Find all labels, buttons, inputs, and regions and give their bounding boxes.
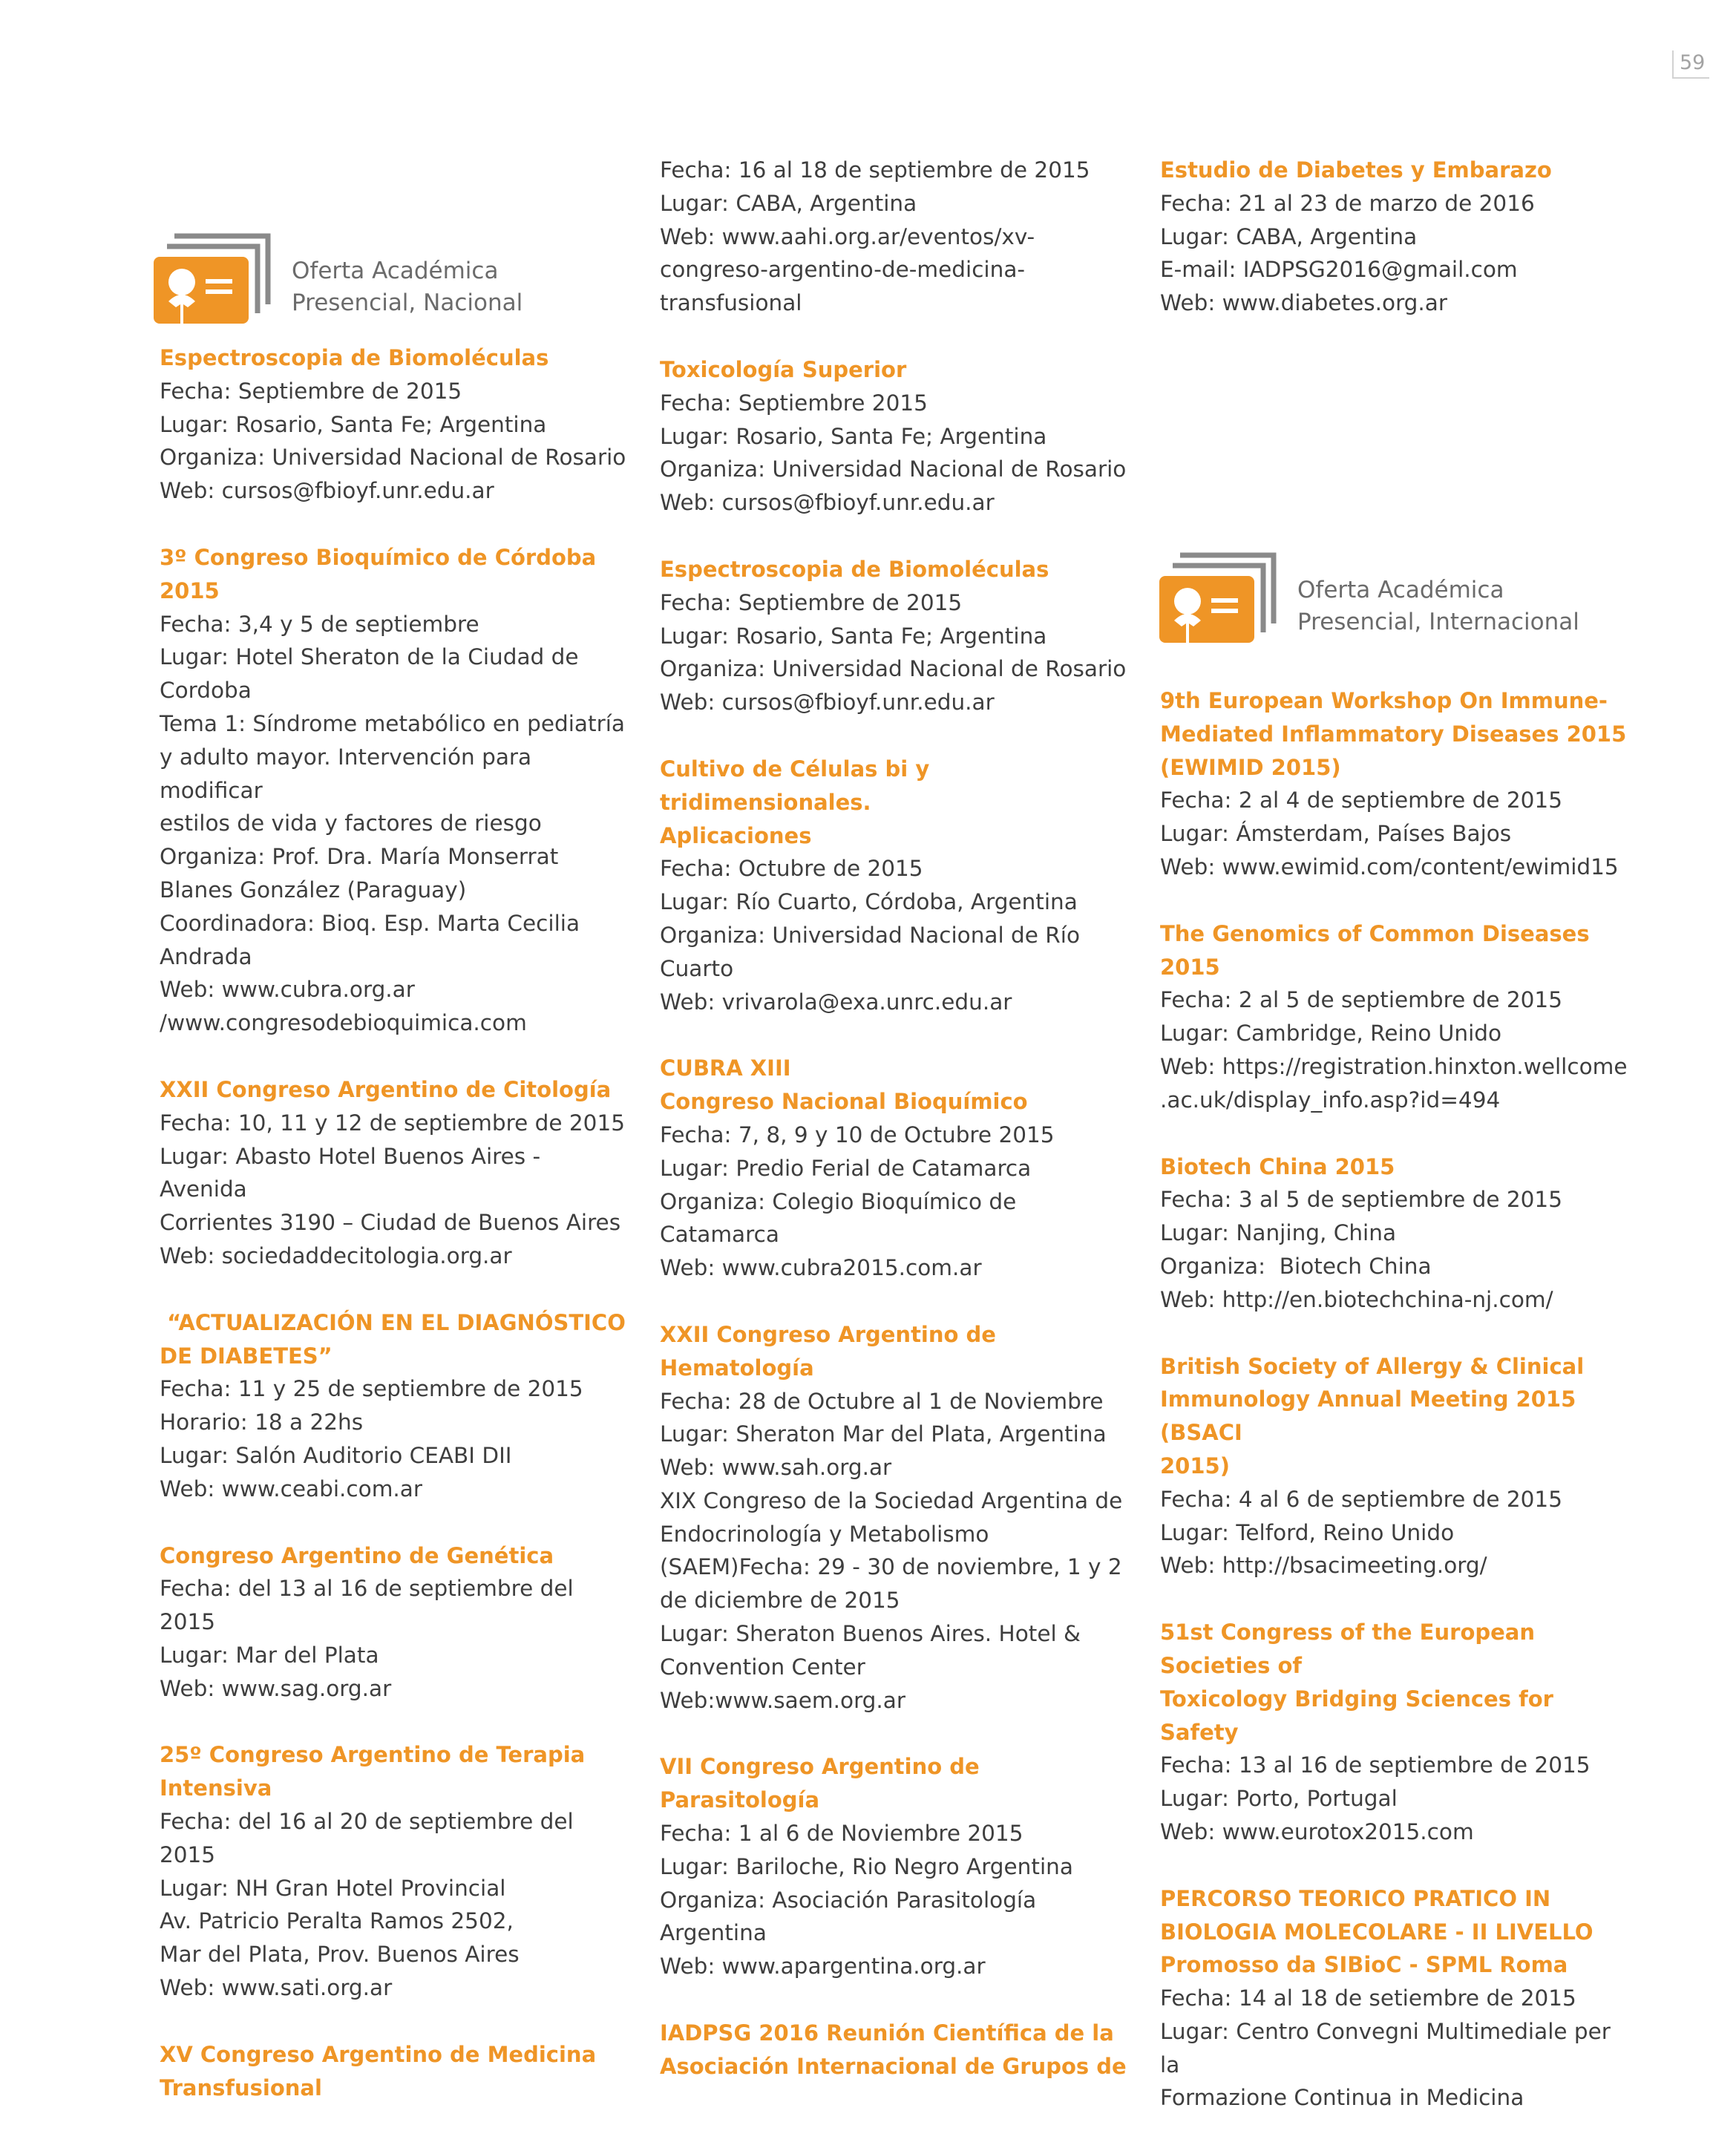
event-detail: Lugar: NH Gran Hotel Provincial	[160, 1875, 506, 1901]
event-detail: estilos de vida y factores de riesgo	[160, 811, 542, 836]
event-detail: Formazione Continua in Medicina	[1160, 2085, 1524, 2111]
event-detail: Lugar: Sheraton Buenos Aires. Hotel &	[660, 1621, 1081, 1647]
event-entry	[160, 1306, 635, 1506]
presentation-board-icon	[152, 230, 278, 334]
event-title: XV Congreso Argentino de Medicina	[160, 2041, 597, 2067]
event-detail: Lugar: Abasto Hotel Buenos Aires - Avenida	[160, 1143, 548, 1202]
event-detail: Fecha: Septiembre 2015	[660, 390, 928, 416]
event-entry	[1160, 1150, 1635, 1317]
event-detail: Horario: 18 a 22hs	[160, 1409, 364, 1435]
column-3-top	[1160, 154, 1635, 353]
event-detail: Web: www.eurotox2015.com	[1160, 1818, 1474, 1844]
event-title: “ACTUALIZACIÓN EN EL DIAGNÓSTICO	[160, 1309, 626, 1335]
event-detail: Fecha: del 13 al 16 de septiembre del 2015	[160, 1576, 581, 1635]
event-detail: Lugar: Rosario, Santa Fe; Argentina	[660, 423, 1047, 449]
event-detail: Web: www.ewimid.com/content/ewimid15	[1160, 854, 1619, 880]
event-detail: Web: www.sati.org.ar	[160, 1975, 393, 2001]
event-detail: Lugar: Nanjing, China	[1160, 1220, 1397, 1246]
section-header-line: Presencial, Internacional	[1297, 609, 1579, 635]
event-title: Asociación Internacional de Grupos de	[660, 2053, 1127, 2079]
event-detail: Cordoba	[160, 678, 252, 704]
event-detail: Lugar: Bariloche, Rio Negro Argentina	[660, 1853, 1073, 1879]
event-entry	[660, 553, 1135, 719]
event-title: Espectroscopia de Biomoléculas	[660, 556, 1049, 582]
event-detail: Fecha: Septiembre de 2015	[660, 589, 963, 615]
event-title: Aplicaciones	[660, 822, 812, 848]
event-detail: Fecha: 4 al 6 de septiembre de 2015	[1160, 1486, 1562, 1512]
event-entry	[160, 2038, 635, 2105]
event-detail: Av. Patricio Peralta Ramos 2502,	[160, 1908, 514, 1934]
event-detail: Fecha: 2 al 4 de septiembre de 2015	[1160, 788, 1562, 813]
event-title: The Genomics of Common Diseases 2015	[1160, 920, 1597, 980]
event-entry	[660, 753, 1135, 1018]
section-header-text	[1297, 574, 1579, 638]
event-detail: Fecha: 2 al 5 de septiembre de 2015	[1160, 987, 1562, 1013]
event-detail: Lugar: Telford, Reino Unido	[1160, 1519, 1455, 1545]
event-title: Congreso Argentino de Genética	[160, 1542, 554, 1568]
event-detail: Organiza: Universidad Nacional de Rosario	[660, 656, 1127, 682]
event-detail: Lugar: Río Cuarto, Córdoba, Argentina	[660, 889, 1078, 915]
event-detail: Tema 1: Síndrome metabólico en pediatría	[160, 710, 625, 736]
event-detail: Web: www.cubra2015.com.ar	[660, 1255, 982, 1281]
event-detail: Lugar: Rosario, Santa Fe; Argentina	[160, 411, 547, 437]
event-title: Toxicology Bridging Sciences for Safety	[1160, 1686, 1562, 1745]
event-title: CUBRA XIII	[660, 1055, 791, 1081]
event-title: DE DIABETES”	[160, 1343, 333, 1369]
event-detail: Blanes González (Paraguay)	[160, 877, 467, 903]
event-detail: Lugar: Porto, Portugal	[1160, 1786, 1398, 1812]
event-detail: Web: cursos@fbioyf.unr.edu.ar	[160, 478, 494, 504]
event-detail: Lugar: Sheraton Mar del Plata, Argentina	[660, 1421, 1107, 1447]
event-detail: Lugar: CABA, Argentina	[1160, 223, 1418, 249]
event-entry	[1160, 1616, 1635, 1849]
event-entry	[160, 341, 635, 508]
event-detail: Fecha: 13 al 16 de septiembre de 2015	[1160, 1752, 1591, 1778]
event-entry	[1160, 684, 1635, 884]
event-detail: de diciembre de 2015	[660, 1588, 900, 1614]
event-entry	[660, 154, 1135, 320]
event-detail: Fecha: Septiembre de 2015	[160, 378, 462, 404]
event-detail: Fecha: 1 al 6 de Noviembre 2015	[660, 1821, 1023, 1847]
event-detail: Web: www.cubra.org.ar	[160, 977, 415, 1003]
section-header-internacional	[1158, 549, 1579, 653]
event-detail: XIX Congreso de la Sociedad Argentina de	[660, 1487, 1123, 1513]
event-detail: Lugar: Salón Auditorio CEABI DII	[160, 1442, 512, 1468]
event-title: 51st Congress of the European Societies of	[1160, 1620, 1543, 1678]
event-detail: E-mail: IADPSG2016@gmail.com	[1160, 257, 1518, 283]
presentation-board-icon	[1158, 549, 1284, 653]
event-title: BIOLOGIA MOLECOLARE - II LIVELLO	[1160, 1919, 1593, 1945]
event-detail: /www.congresodebioquimica.com	[160, 1010, 527, 1036]
event-detail: Web: www.sag.org.ar	[160, 1675, 392, 1701]
event-detail: Fecha: 16 al 18 de septiembre de 2015	[660, 157, 1090, 183]
event-detail: Fecha: 10, 11 y 12 de septiembre de 2015	[160, 1110, 625, 1136]
event-detail: Lugar: Mar del Plata	[160, 1642, 379, 1668]
event-detail: Lugar: Rosario, Santa Fe; Argentina	[660, 623, 1047, 649]
event-detail: Organiza: Colegio Bioquímico de Catamarca	[660, 1188, 1023, 1248]
event-detail: Fecha: del 16 al 20 de septiembre del 2015	[160, 1809, 581, 1867]
event-detail: Fecha: 11 y 25 de septiembre de 2015	[160, 1376, 583, 1402]
event-title: Congreso Nacional Bioquímico	[660, 1089, 1028, 1115]
event-entry	[660, 1318, 1135, 1718]
section-header-nacional	[152, 230, 568, 334]
event-detail: transfusional	[660, 290, 802, 316]
column-3-bottom	[1160, 684, 1635, 2148]
event-detail: Fecha: 14 al 18 de setiembre de 2015	[1160, 1985, 1576, 2011]
section-header-text	[292, 255, 523, 319]
event-detail: Lugar: Predio Ferial de Catamarca	[660, 1155, 1032, 1181]
event-detail: Andrada	[160, 943, 252, 969]
event-detail: y adulto mayor. Intervención para modificar	[160, 744, 539, 803]
event-entry	[160, 1539, 635, 1706]
event-detail: congreso-argentino-de-medicina-	[660, 257, 1026, 283]
event-detail: Web: cursos@fbioyf.unr.edu.ar	[660, 690, 995, 716]
event-title: 25º Congreso Argentino de Terapia	[160, 1742, 586, 1768]
event-detail: Organiza: Asociación Parasitología	[660, 1887, 1037, 1913]
event-entry	[660, 2017, 1135, 2083]
event-detail: Web: www.diabetes.org.ar	[1160, 290, 1447, 316]
event-detail: Lugar: Hotel Sheraton de la Ciudad de	[160, 644, 579, 670]
event-detail: Web: http://bsacimeeting.org/	[1160, 1553, 1487, 1579]
event-detail: Fecha: 3,4 y 5 de septiembre	[160, 611, 479, 637]
event-detail: Corrientes 3190 – Ciudad de Buenos Aires	[160, 1210, 621, 1236]
event-detail: Web: www.sah.org.ar	[660, 1455, 892, 1481]
event-title: Estudio de Diabetes y Embarazo	[1160, 157, 1552, 183]
event-detail: Lugar: Centro Convegni Multimediale per la	[1160, 2018, 1618, 2077]
event-detail: (SAEM)Fecha: 29 - 30 de noviembre, 1 y 2	[660, 1554, 1122, 1580]
event-detail: Web: www.aahi.org.ar/eventos/xv-	[660, 223, 1035, 249]
event-title: Mediated Inflammatory Diseases 2015	[1160, 721, 1627, 747]
event-detail: Organiza: Prof. Dra. María Monserrat	[160, 844, 559, 870]
page-number: 59	[1672, 50, 1709, 79]
event-detail: Organiza: Universidad Nacional de Rosario	[660, 456, 1127, 482]
event-title: XXII Congreso Argentino de Citología	[160, 1076, 612, 1102]
event-detail: Convention Center	[660, 1654, 865, 1680]
event-detail: Mar del Plata, Prov. Buenos Aires	[160, 1942, 520, 1968]
event-title: (EWIMID 2015)	[1160, 754, 1341, 780]
event-title: XXII Congreso Argentino de Hematología	[660, 1321, 1004, 1381]
event-title: Biotech China 2015	[1160, 1153, 1395, 1179]
event-entry	[660, 353, 1135, 520]
event-title: 2015)	[1160, 1453, 1230, 1479]
event-detail: Web:www.saem.org.ar	[660, 1687, 905, 1713]
event-detail: .ac.uk/display_info.asp?id=494	[1160, 1087, 1501, 1113]
event-entry	[160, 541, 635, 1040]
event-title: Espectroscopia de Biomoléculas	[160, 345, 549, 370]
event-entry	[1160, 1882, 1635, 2115]
event-title: VII Congreso Argentino de Parasitología	[660, 1754, 987, 1813]
event-detail: Fecha: Octubre de 2015	[660, 856, 923, 882]
event-title: British Society of Allergy & Clinical	[1160, 1353, 1585, 1379]
section-header-line: Presencial, Nacional	[292, 289, 523, 316]
event-entry	[160, 1073, 635, 1273]
event-detail: Fecha: 28 de Octubre al 1 de Noviembre	[660, 1388, 1104, 1414]
column-2	[660, 154, 1135, 2117]
event-detail: Coordinadora: Bioq. Esp. Marta Cecilia	[160, 910, 580, 936]
column-1	[160, 341, 635, 2138]
event-title: 3º Congreso Bioquímico de Córdoba 2015	[160, 544, 604, 603]
event-title: Immunology Annual Meeting 2015 (BSACI	[1160, 1386, 1584, 1446]
event-detail: Endocrinología y Metabolismo	[660, 1521, 989, 1547]
event-detail: Lugar: Ámsterdam, Países Bajos	[1160, 821, 1512, 847]
event-detail: Lugar: Cambridge, Reino Unido	[1160, 1021, 1502, 1047]
event-title: Intensiva	[160, 1775, 272, 1801]
event-detail: Lugar: CABA, Argentina	[660, 190, 917, 216]
event-detail: Fecha: 21 al 23 de marzo de 2016	[1160, 190, 1535, 216]
event-entry	[1160, 917, 1635, 1117]
event-detail: Web: http://en.biotechchina-nj.com/	[1160, 1286, 1553, 1312]
event-detail: Organiza: Universidad Nacional de Río	[660, 922, 1081, 948]
event-entry	[1160, 1350, 1635, 1583]
section-header-line: Oferta Académica	[292, 258, 499, 284]
event-detail: Organiza: Universidad Nacional de Rosario	[160, 445, 626, 471]
event-detail: Web: cursos@fbioyf.unr.edu.ar	[660, 490, 995, 516]
event-detail: Web: sociedaddecitologia.org.ar	[160, 1242, 512, 1268]
event-entry	[1160, 154, 1635, 320]
event-title: PERCORSO TEORICO PRATICO IN	[1160, 1885, 1551, 1911]
event-entry	[660, 1750, 1135, 1983]
event-detail: Fecha: 7, 8, 9 y 10 de Octubre 2015	[660, 1122, 1055, 1147]
event-detail: Web: vrivarola@exa.unrc.edu.ar	[660, 989, 1012, 1015]
event-detail: Organiza: Biotech China	[1160, 1253, 1432, 1279]
event-detail: Fecha: 3 al 5 de septiembre de 2015	[1160, 1187, 1562, 1213]
event-title: 9th European Workshop On Immune-	[1160, 688, 1608, 713]
event-title: Promosso da SIBioC - SPML Roma	[1160, 1952, 1568, 1978]
event-detail: Cuarto	[660, 955, 734, 981]
event-entry	[160, 1738, 635, 2004]
event-detail: Web: www.apargentina.org.ar	[660, 1954, 986, 1980]
section-header-line: Oferta Académica	[1297, 577, 1504, 603]
event-entry	[660, 1052, 1135, 1285]
event-detail: Web: www.ceabi.com.ar	[160, 1476, 423, 1502]
event-title: Toxicología Superior	[660, 356, 907, 382]
event-detail: Web: https://registration.hinxton.wellcome	[1160, 1053, 1628, 1079]
event-title: Transfusional	[160, 2075, 322, 2100]
event-detail: Argentina	[660, 1920, 767, 1946]
event-title: IADPSG 2016 Reunión Científica de la	[660, 2020, 1114, 2046]
event-title: Cultivo de Células bi y tridimensionales.	[660, 756, 937, 815]
